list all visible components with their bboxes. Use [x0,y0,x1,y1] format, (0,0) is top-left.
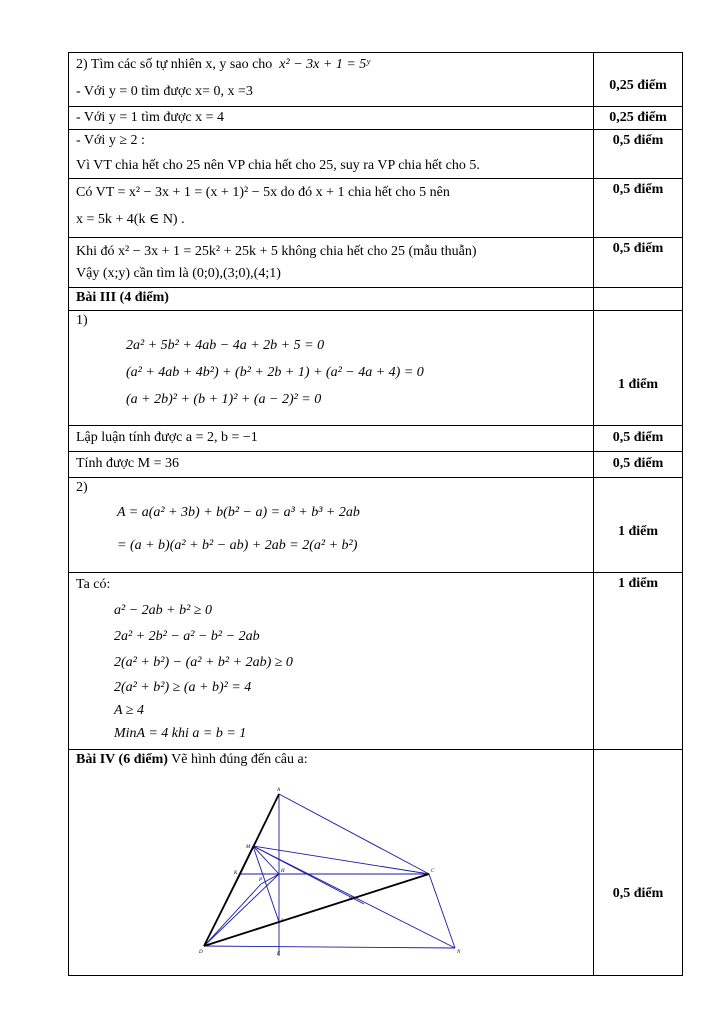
point-label-D: D [199,950,203,955]
section-title: Bài IV (6 điểm) [76,752,168,767]
equation: 2a² + 2b² − a² − b² − 2ab [114,629,260,644]
equation: A ≥ 4 [114,703,144,718]
text-line: - Với y = 0 tìm được x= 0, x =3 [76,84,253,99]
points-label: 1 điểm [617,524,659,539]
points-label: 0,5 điểm [612,182,664,197]
point-label-M: M [246,845,251,850]
table-row [69,179,683,238]
text-line: 2) Tìm các số tự nhiên x, y sao cho [76,57,273,72]
equation: A = a(a² + 3b) + b(b² − a) = a³ + b³ + 2ab [117,505,360,520]
text-line: Vẽ hình đúng đến câu a: [167,752,308,767]
table-row [69,107,683,130]
point-label-A: A [277,788,281,793]
table-row [69,426,683,452]
text-line: - Với y ≥ 2 : [76,133,145,148]
table-row [69,452,683,478]
answer-key-table [68,52,683,976]
text-line: 1) [76,313,88,328]
text-line: Ta có: [76,577,111,592]
points-label: 0,5 điểm [612,430,664,445]
point-label-N: N [457,950,461,955]
point-label-G: G [349,897,353,902]
text-line: Khi đó x² − 3x + 1 = 25k² + 25k + 5 không chia hết cho 25 (mẫu thuẫn) [76,244,477,259]
points-label: 0,5 điểm [612,133,664,148]
text-line: Vậy (x;y) cần tìm là (0;0),(3;0),(4;1) [76,266,281,281]
equation: x² − 3x + 1 = 5ʸ [279,57,370,72]
equation: 2(a² + b²) − (a² + b² + 2ab) ≥ 0 [114,655,293,670]
table-row [69,288,683,311]
points-label: 0,25 điểm [609,110,667,125]
text-line: Tính được M = 36 [76,456,179,471]
point-label-C: C [431,869,435,874]
point-label-H: H [281,869,285,874]
geometry-figure [199,786,479,971]
table-row [69,53,683,107]
table-row [69,478,683,573]
points-label: 1 điểm [617,377,659,392]
text-line: 2) [76,480,88,495]
equation: = (a + b)(a² + b² − ab) + 2ab = 2(a² + b²) [117,538,358,553]
equation: (a² + 4ab + 4b²) + (b² + 2b + 1) + (a² − 4a + 4) = 0 [126,365,424,380]
section-title: Bài III (4 điểm) [76,290,169,305]
equation: 2(a² + b²) ≥ (a + b)² = 4 [114,680,252,695]
points-label: 0,5 điểm [612,241,664,256]
points-label: 0,5 điểm [612,456,664,471]
table-row [69,130,683,179]
text-line: Có VT = x² − 3x + 1 = (x + 1)² − 5x do đó x + 1 chia hết cho 5 nên [76,185,450,200]
table-row [69,311,683,426]
point-label-E: E [277,952,281,957]
equation: 2a² + 5b² + 4ab − 4a + 2b + 5 = 0 [126,338,325,353]
table-row [69,750,683,976]
equation: (a + 2b)² + (b + 1)² + (a − 2)² = 0 [126,392,322,407]
table-row [69,238,683,288]
text-line: Lập luận tính được a = 2, b = −1 [76,430,258,445]
point-label-I: I [281,919,283,924]
table-row [69,573,683,750]
equation: MinA = 4 khi a = b = 1 [114,726,247,741]
text-line: x = 5k + 4(k ∈ N) . [76,212,185,227]
text-line: Vì VT chia hết cho 25 nên VP chia hết cho 25, suy ra VP chia hết cho 5. [76,158,480,173]
point-label-K: K [234,871,238,876]
points-label: 0,5 điểm [612,886,664,901]
points-label: 0,25 điểm [609,78,667,93]
point-label-P: P [259,878,263,883]
points-label: 1 điểm [617,576,659,591]
text-line: - Với y = 1 tìm được x = 4 [76,110,224,125]
equation: a² − 2ab + b² ≥ 0 [114,603,212,618]
